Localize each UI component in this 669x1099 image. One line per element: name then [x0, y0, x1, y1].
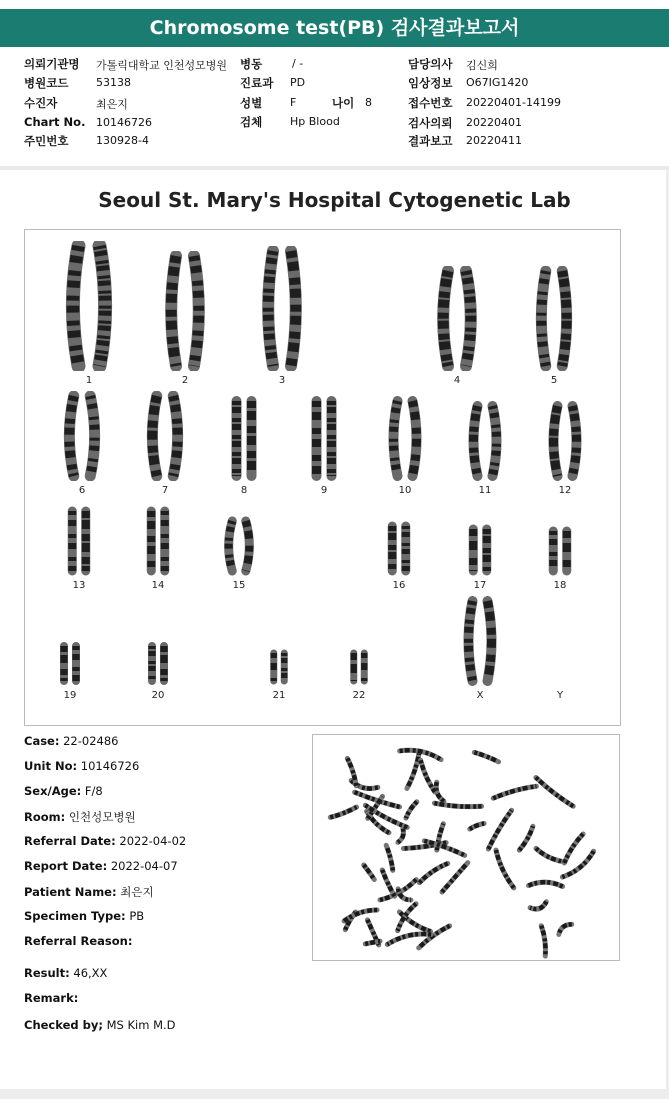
unit-row — [24, 759, 139, 773]
checked-by-value: MS Kim M.D — [106, 1018, 176, 1032]
chromosome-label: Y — [556, 690, 564, 701]
info-value: O67IG1420 — [466, 76, 529, 89]
chromosome-label: 4 — [453, 375, 461, 386]
chromosome-pair-2 — [141, 251, 229, 371]
patient-name-label: Patient Name: — [24, 885, 117, 899]
info-value: 53138 — [96, 76, 131, 89]
report-date-row — [24, 859, 178, 873]
lab-title: Seoul St. Mary's Hospital Cytogenetic Lab — [98, 188, 571, 212]
room-row — [24, 809, 136, 825]
info-value: 8 — [365, 96, 372, 109]
chromosome-label: 2 — [181, 375, 189, 386]
chromosome-pair-22 — [330, 648, 388, 686]
karyotype-panel — [24, 229, 621, 726]
chromosome-label: 11 — [478, 485, 492, 496]
info-label: 나이 — [332, 96, 355, 110]
metaphase-spread-picture — [313, 735, 619, 960]
info-label: 임상정보 — [408, 76, 453, 90]
chromosome-pair-X — [442, 596, 518, 686]
info-label: 담당의사 — [408, 57, 453, 71]
report-date-label: Report Date: — [24, 859, 108, 873]
chromosome-pair-16 — [364, 521, 434, 576]
chromosome-pair-4 — [413, 266, 501, 371]
chromosome-pair-12 — [527, 401, 603, 481]
chromosome-pair-13 — [44, 506, 114, 576]
chromosome-pair-9 — [286, 396, 362, 481]
chromosome-pair-17 — [445, 524, 515, 576]
chromosome-pair-5 — [513, 266, 595, 371]
result-label: Result: — [24, 966, 70, 980]
patient-name-row — [24, 884, 154, 900]
checked-by-row — [24, 1018, 176, 1032]
info-value: Hp Blood — [290, 115, 340, 128]
info-value: 10146726 — [96, 116, 152, 129]
info-label: 병원코드 — [24, 76, 69, 90]
patient-name-value: 최은지 — [120, 885, 154, 899]
chromosome-label: 18 — [553, 580, 567, 591]
info-label: 검체 — [240, 115, 263, 129]
remark-label: Remark: — [24, 991, 79, 1005]
info-value: 20220411 — [466, 134, 522, 147]
referral-date-row — [24, 834, 186, 848]
chromatid-bands — [291, 251, 296, 366]
info-label: 검사의뢰 — [408, 116, 453, 130]
frame-edge — [0, 1089, 669, 1099]
chromosome-label: 12 — [558, 485, 572, 496]
chromatid-bands — [229, 521, 233, 571]
info-value: 20220401-14199 — [466, 96, 561, 109]
info-value: 130928-4 — [96, 134, 149, 147]
chromosome-pair-8 — [206, 396, 282, 481]
room-value: 인천성모병원 — [68, 810, 136, 824]
chromosome-label: 17 — [473, 580, 487, 591]
sex-age-label: Sex/Age: — [24, 784, 82, 798]
info-label: 성별 — [240, 96, 263, 110]
chromosome-label: 15 — [232, 580, 246, 591]
chromosome-label: 22 — [352, 690, 366, 701]
chromosome-pair-15 — [204, 516, 274, 576]
chromosome-label: 6 — [78, 485, 86, 496]
chromosome-label: 3 — [278, 375, 286, 386]
info-label: 병동 — [240, 57, 263, 71]
info-label: 의뢰기관명 — [24, 57, 80, 71]
info-value: 김신희 — [466, 59, 498, 72]
chromosome-pair-6 — [41, 391, 123, 481]
chromatid — [541, 271, 545, 366]
referral-date-value: 2022-04-02 — [119, 834, 187, 848]
chromosome-label: 20 — [151, 690, 165, 701]
report-date-value: 2022-04-07 — [110, 859, 178, 873]
chromatid-bands — [488, 601, 492, 681]
info-value: 가톨릭대학교 인천성모병원 — [96, 59, 228, 72]
chromosome-pair-1 — [39, 241, 139, 371]
chromosome-pair-3 — [238, 246, 326, 371]
info-value: F — [290, 96, 297, 109]
chromosome-pair-18 — [525, 526, 595, 576]
chromosome-label: 8 — [240, 485, 248, 496]
patient-info-block — [0, 52, 669, 166]
case-label: Case: — [24, 734, 60, 748]
metaphase-chromosome-bands — [442, 863, 468, 892]
specimen-row — [24, 909, 144, 923]
result-value: 46,XX — [73, 966, 108, 980]
sex-age-value: F/8 — [84, 784, 103, 798]
result-row — [24, 966, 107, 980]
unit-value: 10146726 — [80, 759, 140, 773]
info-label: 결과보고 — [408, 134, 453, 148]
metaphase-chromosome-bands — [496, 850, 514, 888]
remark-row — [24, 991, 78, 1005]
info-value: 최은지 — [96, 98, 128, 111]
chromosome-label: 13 — [72, 580, 86, 591]
unit-label: Unit No: — [24, 759, 78, 773]
info-label: 주민번호 — [24, 134, 69, 148]
section-divider — [0, 166, 669, 170]
chromosome-pair-10 — [367, 396, 443, 481]
chromosome-pair-19 — [38, 641, 102, 686]
info-label: 진료과 — [240, 76, 274, 90]
metaphase-chromosome-bands — [364, 865, 375, 880]
chromosome-label: 5 — [550, 375, 558, 386]
chromosome-label: 9 — [320, 485, 328, 496]
referral-reason-row — [24, 934, 132, 948]
referral-date-label: Referral Date: — [24, 834, 116, 848]
room-label: Room: — [24, 810, 66, 824]
chromatid-bands — [171, 256, 176, 366]
chromosome-label: 16 — [392, 580, 406, 591]
info-label: Chart No. — [24, 115, 86, 129]
info-value: / - — [292, 57, 304, 70]
case-row — [24, 734, 118, 748]
chromosome-pair-11 — [447, 401, 523, 481]
info-value: 20220401 — [466, 116, 522, 129]
info-label: 수진자 — [24, 96, 58, 110]
chromosome-label: 19 — [63, 690, 77, 701]
chromosome-pair-14 — [123, 506, 193, 576]
chromosome-label: 7 — [161, 485, 169, 496]
chromosome-pair-20 — [126, 641, 190, 686]
info-label: 접수번호 — [408, 96, 453, 110]
chromosome-pair-21 — [250, 648, 308, 686]
chromosome-label: 10 — [398, 485, 412, 496]
metaphase-image — [312, 734, 620, 961]
chromosome-label: 21 — [272, 690, 286, 701]
chromosome-label: X — [476, 690, 484, 701]
referral-reason-label: Referral Reason: — [24, 934, 133, 948]
specimen-value: PB — [129, 909, 145, 923]
case-value: 22-02486 — [63, 734, 119, 748]
chromatid-bands — [554, 406, 558, 476]
sex-age-row — [24, 784, 103, 798]
chromatid-bands — [152, 396, 156, 476]
report-title: Chromosome test(PB) 검사결과보고서 — [0, 9, 669, 47]
chromatid-bands — [469, 601, 473, 681]
chromosome-label: 1 — [85, 375, 93, 386]
info-value: PD — [290, 76, 306, 89]
checked-by-label: Checked by; — [24, 1018, 103, 1032]
chromosome-label: 14 — [151, 580, 165, 591]
specimen-label: Specimen Type: — [24, 909, 126, 923]
chromosome-pair-7 — [124, 391, 206, 481]
